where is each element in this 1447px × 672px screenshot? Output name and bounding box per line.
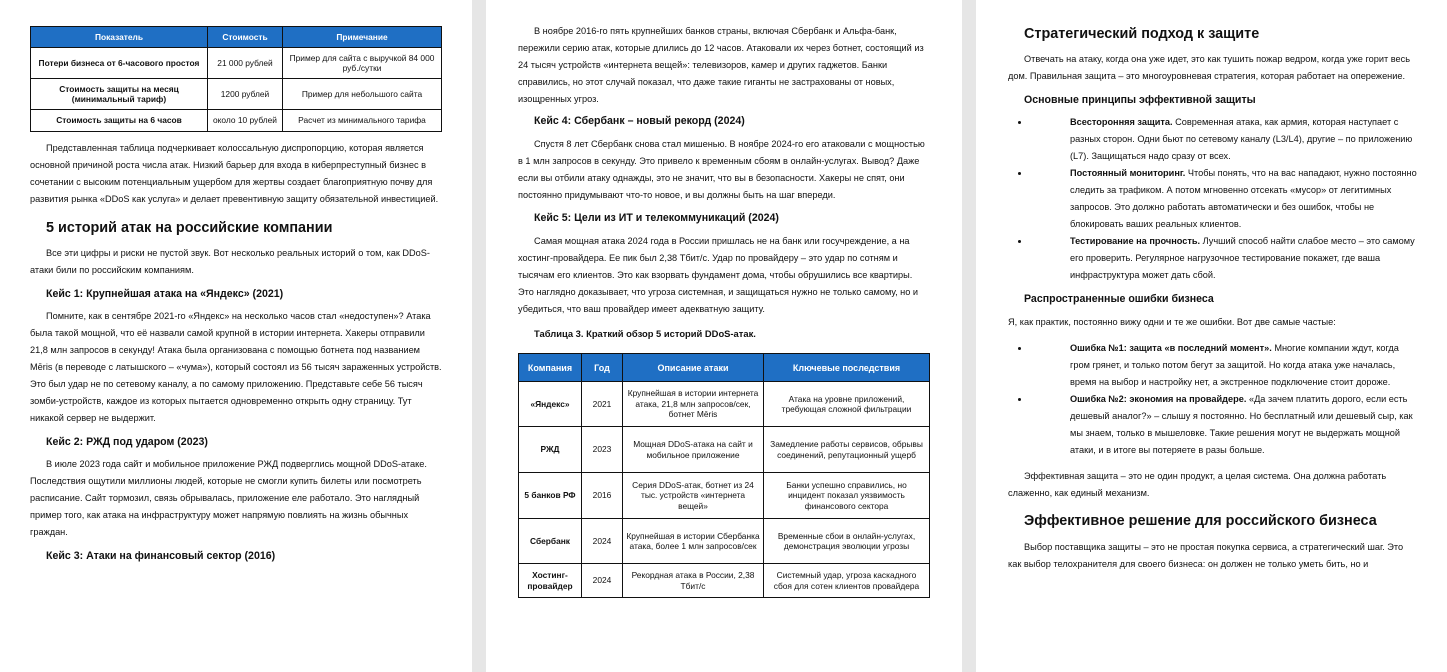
paragraph: Отвечать на атаку, когда она уже идет, это как тушить пожар ведром, когда уже горит весь дом. Правильная защита – это многоуровневая стратегия, которая работает на опережение. xyxy=(1008,54,1410,81)
table-cell: Пример для небольшого сайта xyxy=(283,79,442,110)
case-heading: Кейс 4: Сбербанк – новый рекорд (2024) xyxy=(534,115,745,127)
section-heading: Стратегический подход к защите xyxy=(1024,26,1260,42)
paragraph: Все эти цифры и риски не пустой звук. Вот несколько реальных историй о том, как DDoS-атаки били по российским компаниям. xyxy=(30,248,430,275)
cost-comparison-table xyxy=(30,26,442,132)
table-caption: Таблица 3. Краткий обзор 5 историй DDoS-атак. xyxy=(534,328,756,339)
table-cell: Рекордная атака в России, 2,38 Тбит/с xyxy=(623,564,764,598)
section-heading: 5 историй атак на российские компании xyxy=(46,220,333,236)
list-item xyxy=(1030,114,1417,165)
list-item xyxy=(1030,233,1417,284)
table-header: Ключевые последствия xyxy=(764,354,930,382)
table-cell: Системный удар, угроза каскадного сбоя для сотен клиентов провайдера xyxy=(764,564,930,598)
table-cell: Потери бизнеса от 6-часового простоя xyxy=(31,48,208,79)
table-cell: «Яндекс» xyxy=(519,382,582,427)
table-header: Компания xyxy=(519,354,582,382)
table-cell: Банки успешно справились, но инцидент показал уязвимость финансового сектора xyxy=(764,473,930,519)
paragraph: Самая мощная атака 2024 года в России пришлась не на банк или госучреждение, а на хостинг-провайдера. Ее пик был 2,38 Тбит/с. Удар по провайдеру – это удар по сотням и тысячам его клиентов. Это как взорвать фундамент дома, чтобы обрушились все квартиры. Это наглядно доказывает, что угроза системная, и защищаться нужно не только самому, но и убедиться, что ваш провайдер имеет адекватную защиту. xyxy=(518,236,919,314)
table-cell: Атака на уровне приложений, требующая сложной фильтрации xyxy=(764,382,930,427)
paragraph: Помните, как в сентябре 2021-го «Яндекс» на несколько часов стал «недоступен»? Атака была такой мощной, что её назвали самой крупной в истории интернета. Хакеры отправили 21,8 млн запросов в секунду! Атака была организована с помощью ботнета под названием Mēris (в переводе с латышского – «чума»), который состоял из 56 тысяч зараженных устройств. Это был удар не по сетевому каналу, а по самому приложению. Представьте себе 56 тысяч зомби-устройств, каждое из которых пытается одновременно открыть одну страницу. Тут никакой сервер не выдержит. xyxy=(30,311,442,423)
list-item-bold: Всесторонняя защита. xyxy=(1070,117,1173,127)
table-cell: 2016 xyxy=(582,473,623,519)
table-cell: 2021 xyxy=(582,382,623,427)
table-cell: Стоимость защиты на 6 часов xyxy=(31,110,208,132)
table-cell: Серия DDoS-атак, ботнет из 24 тыс. устройств «интернета вещей» xyxy=(623,473,764,519)
subsection-heading: Основные принципы эффективной защиты xyxy=(1024,94,1256,106)
table-cell: Крупнейшая в истории Сбербанка атака, более 1 млн запросов/сек xyxy=(623,519,764,564)
list-item-bold: Ошибка №1: защита «в последний момент». xyxy=(1070,343,1272,353)
principles-list xyxy=(1008,114,1417,284)
case-heading: Кейс 2: РЖД под ударом (2023) xyxy=(46,436,208,448)
table-header: Год xyxy=(582,354,623,382)
case-heading: Кейс 1: Крупнейшая атака на «Яндекс» (2021) xyxy=(46,288,284,300)
table-cell: 5 банков РФ xyxy=(519,473,582,519)
section-heading: Эффективное решение для российского бизнеса xyxy=(1024,513,1377,529)
case-heading: Кейс 5: Цели из ИТ и телекоммуникаций (2024) xyxy=(534,212,779,224)
table-header: Показатель xyxy=(31,27,208,48)
table-cell: Мощная DDoS-атака на сайт и мобильное приложение xyxy=(623,427,764,473)
document-page-1 xyxy=(0,0,472,672)
paragraph: Спустя 8 лет Сбербанк снова стал мишенью. В ноябре 2024-го его атаковали с мощностью в 1 млн запросов в секунду. Это привело к временным сбоям в онлайн-услугах. Вывод? Даже если вы отбили атаку однажды, это не значит, что вы в безопасности. Хакеры не спят, они постоянно придумывают что-то новое, и вы должны быть на шаг впереди. xyxy=(518,139,925,200)
table-cell: 1200 рублей xyxy=(208,79,283,110)
table-cell: 21 000 рублей xyxy=(208,48,283,79)
list-item-text: Чтобы понять, что на вас нападают, нужно постоянно следить за трафиком. А потом мгновенно отсекать «мусор» от легитимных запросов. Это должно работать автоматически и без ошибок, чтобы не блокировать ваших реальных клиентов. xyxy=(1070,168,1417,229)
paragraph: Выбор поставщика защиты – это не простая покупка сервиса, а стратегический шаг. Это как выбор телохранителя для своего бизнеса: он должен не только уметь бить, но и xyxy=(1008,542,1404,569)
table-cell: 2024 xyxy=(582,519,623,564)
list-item-bold: Постоянный мониторинг. xyxy=(1070,168,1186,178)
table-cell: Замедление работы сервисов, обрывы соединений, репутационный ущерб xyxy=(764,427,930,473)
list-item-bold: Ошибка №2: экономия на провайдере. xyxy=(1070,394,1247,404)
case-heading: Кейс 3: Атаки на финансовый сектор (2016) xyxy=(46,550,276,562)
paragraph: В ноябре 2016-го пять крупнейших банков страны, включая Сбербанк и Альфа-банк, пережили серию атак, которые длились до 12 часов. Атаковали их через ботнет, состоящий из 24 тысяч устройств «интернета вещей»: телевизоров, камер и других гаджетов. Банки справились, но этот случай показал, что даже такие гиганты не застрахованы от новых, изощренных угроз. xyxy=(518,26,924,104)
table-cell: 2023 xyxy=(582,427,623,473)
table-cell: Стоимость защиты на месяц (минимальный тариф) xyxy=(31,79,208,110)
list-item-text: «Да зачем платить дорого, если есть дешевый аналог?» – слышу я постоянно. Но бесплатный или дешевый сыр, как мы знаем, только в мышеловке. Такие решения могут не выдержать мощной атаки, и в итоге вы потеряете в разы больше. xyxy=(1070,394,1413,455)
table-header: Примечание xyxy=(283,27,442,48)
table-cell: РЖД xyxy=(519,427,582,473)
table-header: Стоимость xyxy=(208,27,283,48)
list-item xyxy=(1030,340,1417,391)
table-cell: Сбербанк xyxy=(519,519,582,564)
list-item xyxy=(1030,165,1417,233)
attack-stories-table xyxy=(518,353,930,598)
subsection-heading: Распространенные ошибки бизнеса xyxy=(1024,293,1214,305)
paragraph: Эффективная защита – это не один продукт, а целая система. Она должна работать слаженно, как единый механизм. xyxy=(1008,471,1387,498)
mistakes-list xyxy=(1008,340,1417,459)
table-cell: Расчет из минимального тарифа xyxy=(283,110,442,132)
paragraph: Я, как практик, постоянно вижу одни и те же ошибки. Вот две самые частые: xyxy=(1008,317,1336,327)
paragraph: В июле 2023 года сайт и мобильное приложение РЖД подверглись мощной DDoS-атаке. Последствия ощутили миллионы людей, которые не смогли купить билеты или посмотреть расписание. Сайт тормозил, связь обрывалась, приложение еле работало. Это наглядный пример того, как атака на инфраструктуру может напрямую повлиять на жизнь обычных граждан. xyxy=(30,459,427,537)
list-item xyxy=(1030,391,1417,459)
table-header: Описание атаки xyxy=(623,354,764,382)
list-item-text: Современная атака, как армия, которая наступает с разных сторон. Одни бьют по сетевому каналу (L3/L4), другие – по приложению (L7). Защищаться надо сразу от всех. xyxy=(1070,117,1413,161)
table-cell: около 10 рублей xyxy=(208,110,283,132)
table-cell: Хостинг-провайдер xyxy=(519,564,582,598)
list-item-text: Многие компании ждут, когда гром грянет, и только потом бегут за защитой. Но когда атака уже началась, время на выбор и настройку нет, а экстренное подключение стоит дороже. xyxy=(1070,343,1399,387)
table-cell: Крупнейшая в истории интернета атака, 21,8 млн запросов/сек, ботнет Mēris xyxy=(623,382,764,427)
table-cell: Пример для сайта с выручкой 84 000 руб./сутки xyxy=(283,48,442,79)
document-page-2 xyxy=(486,0,962,672)
document-page-3 xyxy=(976,0,1447,672)
table-cell: Временные сбои в онлайн-услугах, демонстрация эволюции угрозы xyxy=(764,519,930,564)
table-cell: 2024 xyxy=(582,564,623,598)
paragraph: Представленная таблица подчеркивает колоссальную диспропорцию, которая является основной причиной роста числа атак. Низкий барьер для входа в киберпреступный бизнес в сочетании с высоким потенциальным ущербом для жертвы создает благоприятную почву для развития рынка «DDoS как услуга» и делает превентивную защиту обязательной инвестицией. xyxy=(30,143,439,204)
list-item-text: Лучший способ найти слабое место – это самому его проверить. Регулярное нагрузочное тестирование покажет, где ваша инфраструктура может дать сбой. xyxy=(1070,236,1415,280)
list-item-bold: Тестирование на прочность. xyxy=(1070,236,1201,246)
